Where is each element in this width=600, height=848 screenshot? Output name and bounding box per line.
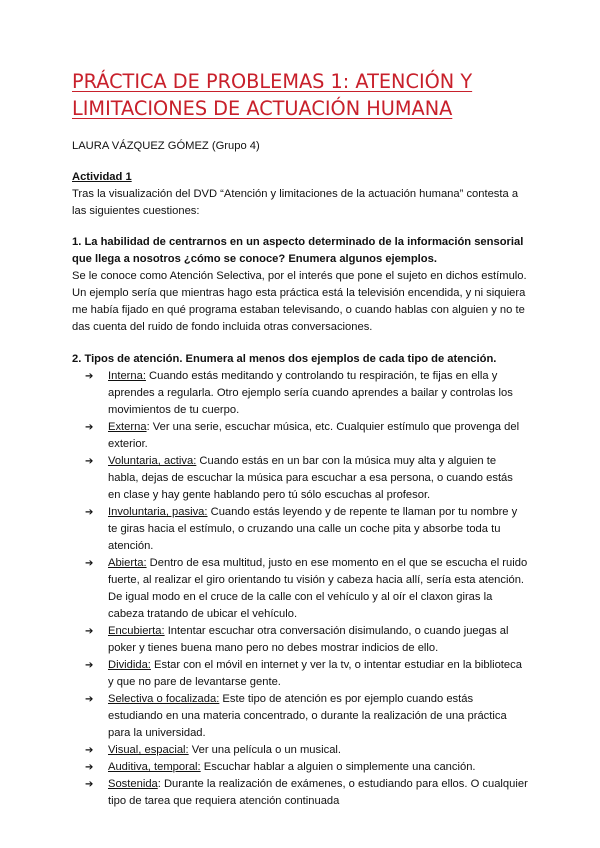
arrow-bullet-icon: ➔ <box>85 456 94 467</box>
list-item <box>72 742 528 759</box>
list-item <box>72 776 528 810</box>
arrow-bullet-icon: ➔ <box>85 371 94 382</box>
item-label: Sostenida <box>108 778 158 790</box>
item-text: Intentar escuchar otra conversación disimulando, o cuando juegas al poker y tienes buena mano pero no debes mostrar indicios de ello. <box>108 625 509 654</box>
item-text: Dentro de esa multitud, justo en ese momento en el que se escucha el ruido fuerte, al realizar el giro orientando tu visión y cabeza hacia allí, sería esta atención. De igual modo en el cruce de la calle con el vehículo y al oír el claxon giras la cabeza tratando de ubicar el vehículo. <box>108 557 528 620</box>
question-2: 2. Tipos de atención. Enumera al menos dos ejemplos de cada tipo de atención. <box>72 353 497 365</box>
item-text: Cuando estás leyendo y de repente te llaman por tu nombre y te giras hacia el estímulo, o cruzando una calle un coche pita y absorbe toda tu atención. <box>108 506 518 552</box>
list-item <box>72 419 528 453</box>
item-text: Estar con el móvil en internet y ver la tv, o intentar estudiar en la biblioteca y que no pare de levantarse gente. <box>108 659 522 688</box>
list-item <box>72 759 528 776</box>
item-label: Interna: <box>108 370 146 382</box>
item-text: Escuchar hablar a alguien o simplemente una canción. <box>200 761 476 773</box>
item-label: Selectiva o focalizada: <box>108 693 220 705</box>
item-text: : Durante la realización de exámenes, o estudiando para ellos. O cualquier tipo de tarea que requiera atención continuada <box>108 778 528 807</box>
intro-paragraph: Tras la visualización del DVD “Atención y limitaciones de la actuación humana” contesta a las siguientes cuestiones: <box>72 188 519 217</box>
item-text: Cuando estás en un bar con la música muy alta y alguien te habla, dejas de escuchar la música para escuchar a esa persona, o cuando estás en clase y hay gente hablando pero tú sólo escuchas al profesor. <box>108 455 513 501</box>
item-text: Este tipo de atención es por ejemplo cuando estás estudiando en una materia concentrado, o durante la realización de una práctica para la universidad. <box>108 693 507 739</box>
item-label: Encubierta: <box>108 625 165 637</box>
item-label: Involuntaria, pasiva: <box>108 506 208 518</box>
arrow-bullet-icon: ➔ <box>85 694 94 705</box>
list-item <box>72 555 528 623</box>
arrow-bullet-icon: ➔ <box>85 762 94 773</box>
arrow-bullet-icon: ➔ <box>85 745 94 756</box>
list-item <box>72 453 528 504</box>
arrow-bullet-icon: ➔ <box>85 660 94 671</box>
author-line: LAURA VÁZQUEZ GÓMEZ (Grupo 4) <box>72 140 260 152</box>
arrow-bullet-icon: ➔ <box>85 507 94 518</box>
list-item <box>72 504 528 555</box>
answer-1: Se le conoce como Atención Selectiva, por el interés que pone el sujeto en dichos estímulo. Un ejemplo sería que mientras hago esta práctica está la televisión encendida, y ni siquiera me había fijado en qué programa estaban televisando, o cuando hablas con alguien y no te das cuenta del ruido de fondo incluida otras conversaciones. <box>72 270 527 333</box>
activity-heading: Actividad 1 <box>72 171 132 183</box>
attention-types-list <box>72 368 528 810</box>
item-label: Visual, espacial: <box>108 744 189 756</box>
list-item <box>72 691 528 742</box>
item-label: Abierta: <box>108 557 147 569</box>
title-line-1: PRÁCTICA DE PROBLEMAS 1: ATENCIÓN Y <box>72 70 473 93</box>
arrow-bullet-icon: ➔ <box>85 779 94 790</box>
item-label: Externa <box>108 421 147 433</box>
question-1: 1. La habilidad de centrarnos en un aspecto determinado de la información sensorial que llega a nosotros ¿cómo se conoce? Enumera algunos ejemplos. <box>72 236 524 265</box>
item-label: Auditiva, temporal: <box>108 761 201 773</box>
list-item <box>72 657 528 691</box>
arrow-bullet-icon: ➔ <box>85 626 94 637</box>
title-line-2: LIMITACIONES DE ACTUACIÓN HUMANA <box>72 97 453 120</box>
item-text: Ver una película o un musical. <box>188 744 342 756</box>
arrow-bullet-icon: ➔ <box>85 558 94 569</box>
item-text: : Ver una serie, escuchar música, etc. Cualquier estímulo que provenga del exterior. <box>108 421 520 450</box>
list-item <box>72 623 528 657</box>
arrow-bullet-icon: ➔ <box>85 422 94 433</box>
document-title <box>72 68 528 122</box>
item-text: Cuando estás meditando y controlando tu respiración, te fijas en ella y aprendes a regularla. Otro ejemplo sería cuando aprendes a bailar y controlas los movimientos de tu cuerpo. <box>108 370 513 416</box>
item-label: Dividida: <box>108 659 151 671</box>
list-item <box>72 368 528 419</box>
item-label: Voluntaria, activa: <box>108 455 197 467</box>
document-page <box>72 68 528 810</box>
